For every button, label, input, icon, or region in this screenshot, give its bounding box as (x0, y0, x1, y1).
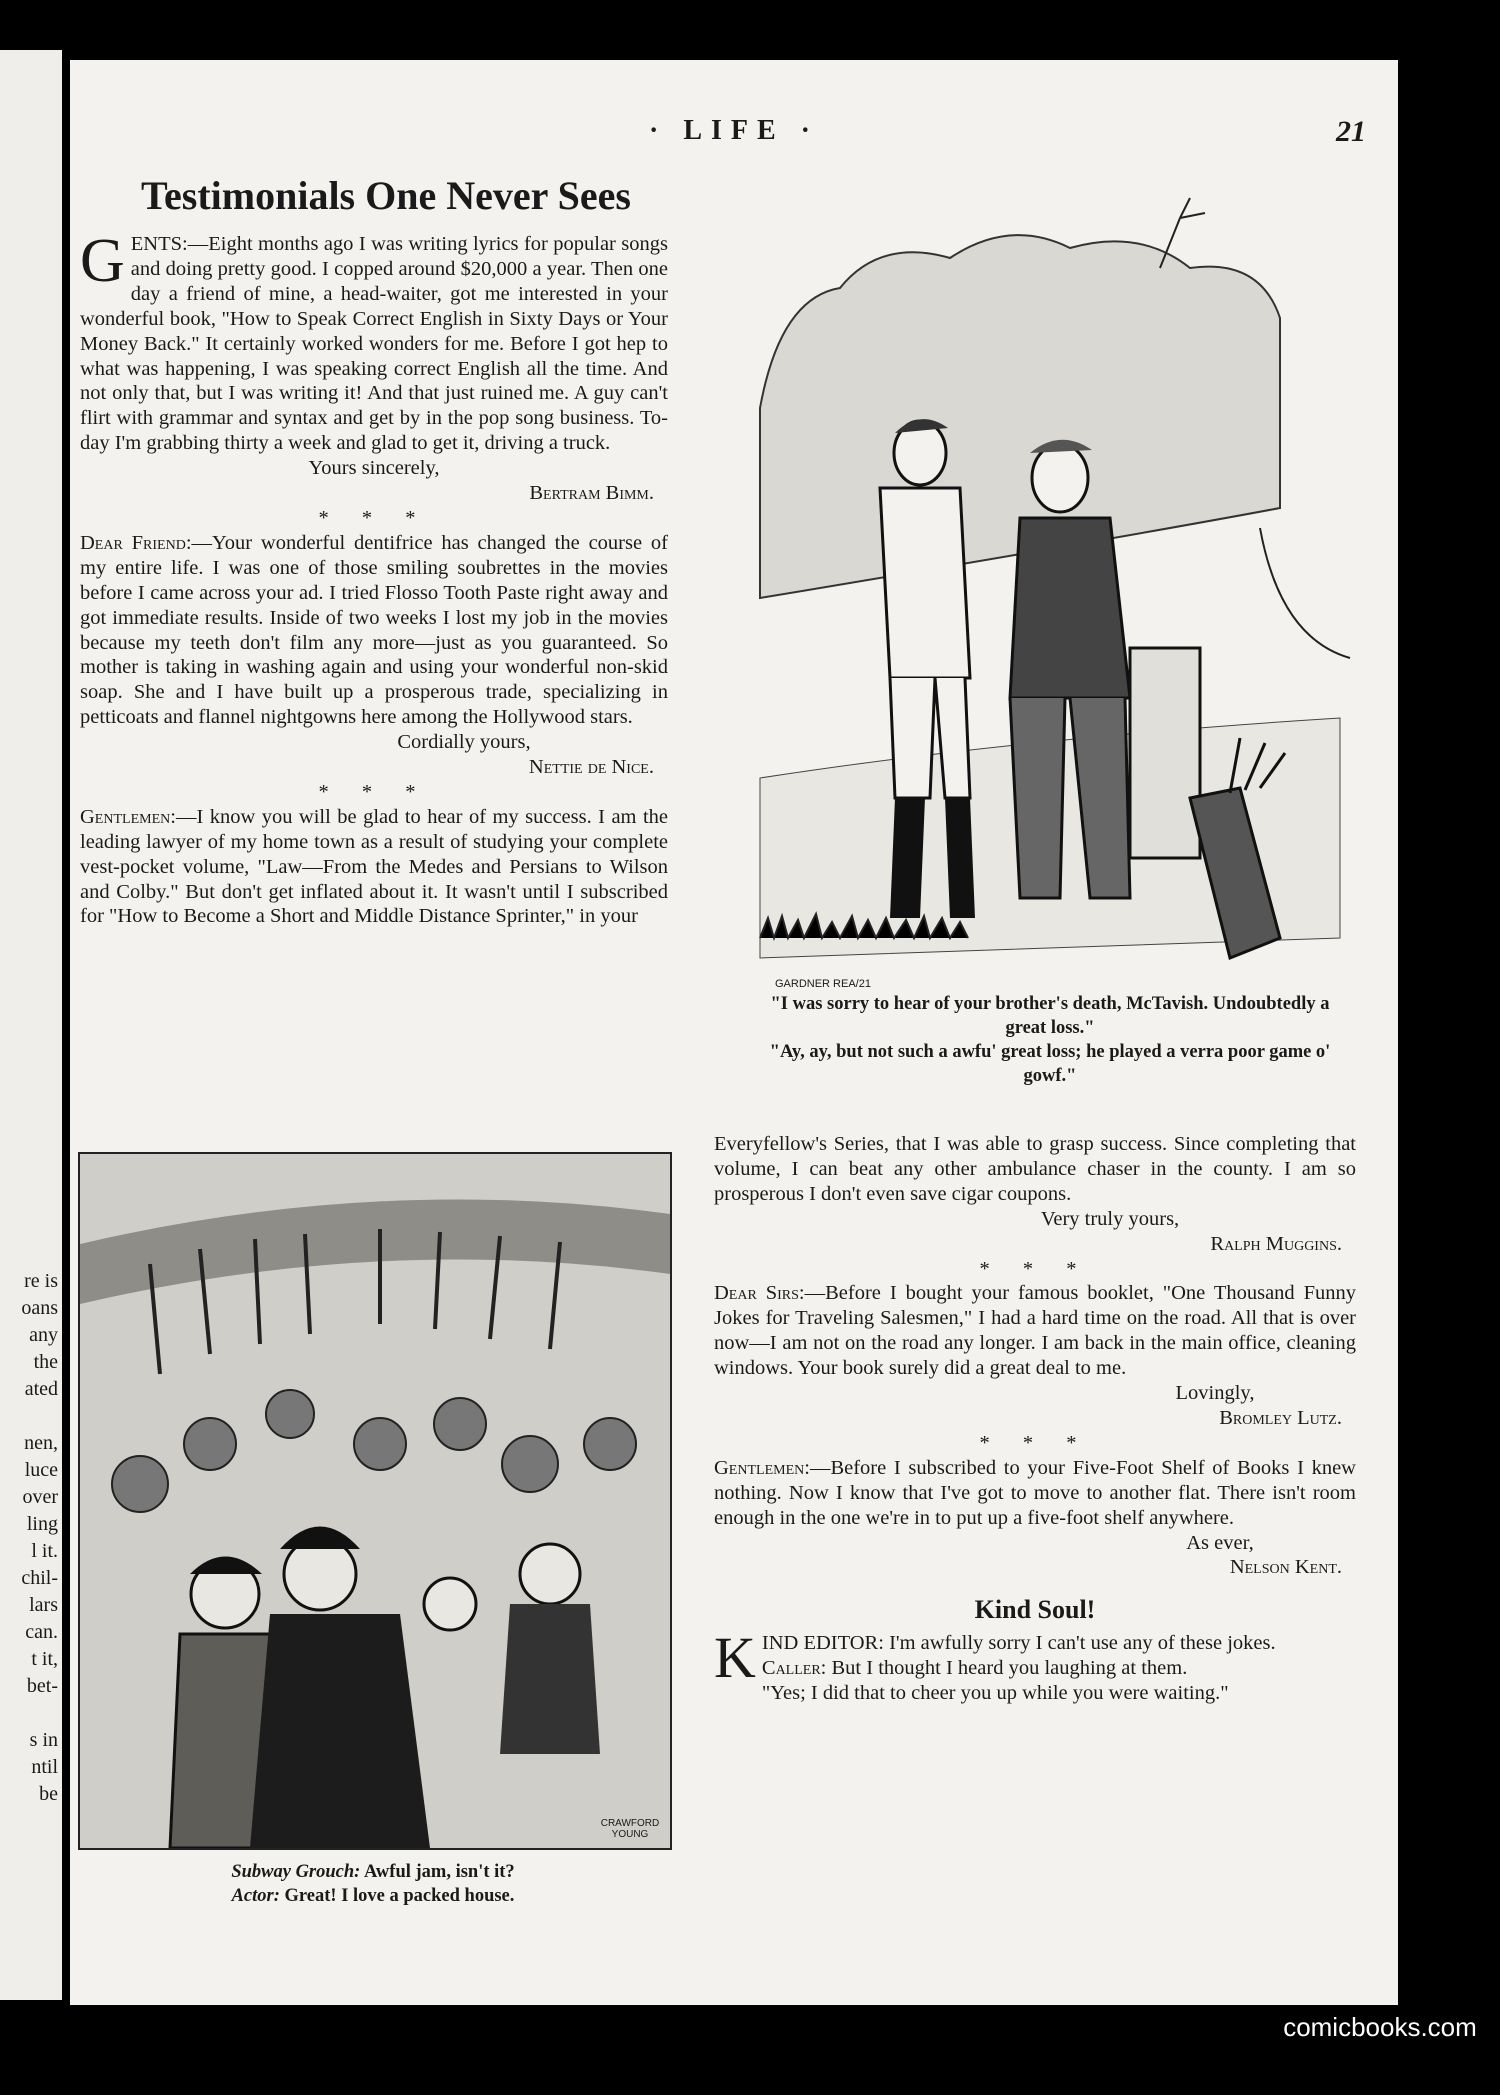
kind-soul-line-2: Caller: But I thought I heard you laughing at them. (761, 1657, 1188, 1680)
letter-4: Dear Sirs:—Before I bought your famous booklet, "One Thousand Funny Jokes for Traveling Salesmen," I had a hard time on the road. All that is over now—I am not on the road any longer. I am back in the main office, cleaning windows. Your book surely did a great deal to me. (714, 1282, 1357, 1380)
speaker: Subway Grouch: (231, 1862, 361, 1882)
subway-cartoon (78, 1152, 672, 1850)
closing: Cordially yours, (397, 731, 531, 754)
drop-cap: G (80, 227, 125, 295)
artist-signature: GARDNER REA/21 (775, 978, 871, 990)
closing: Lovingly, (1175, 1382, 1255, 1405)
left-column (80, 227, 668, 929)
watermark: comicbooks.com (1260, 2007, 1500, 2047)
separator: * * * (979, 1431, 1091, 1454)
subway-cartoon-caption: Subway Grouch: Awful jam, isn't it? Actor: Great! I love a packed house. (231, 1862, 515, 1906)
separator: * * * (318, 780, 430, 803)
signature: Bertram Bimm. (529, 482, 654, 505)
separator: * * * (979, 1257, 1091, 1280)
page-number: 21 (1336, 115, 1366, 148)
adjacent-page-strip (0, 50, 62, 2000)
subway-cartoon-drawing (80, 1154, 670, 1848)
left-strip-text: re is oans any the ated nen, luce over ling l it. chil- lars can. t it, bet- s in ntil be (21, 1270, 58, 1805)
signature: Ralph Muggins. (1210, 1232, 1342, 1255)
kind-soul-line-1: KIND EDITOR: I'm awfully sorry I can't use any of these jokes. (714, 1625, 1276, 1691)
caption-line: "Ay, ay, but not such a awfu' great loss; he played a verra poor game o' gowf." (769, 1042, 1331, 1086)
closing: Very truly yours, (1040, 1207, 1180, 1230)
letter-3-part-2: Everyfellow's Series, that I was able to grasp success. Since completing that volume, I can beat any other ambulance chaser in the county. I am so prosperous I don't even save cigar coupons. (714, 1133, 1356, 1205)
right-column (714, 1132, 1356, 1706)
signature: Bromley Lutz. (1219, 1406, 1342, 1429)
separator: * * * (318, 506, 430, 529)
closing: As ever, (1186, 1531, 1254, 1554)
golf-cartoon (720, 178, 1360, 1040)
running-title: · LIFE · (648, 115, 820, 146)
kind-soul-title: Kind Soul! (974, 1595, 1096, 1625)
speaker: Actor: (231, 1886, 280, 1906)
artist-signature: CRAWFORD YOUNG (600, 1818, 660, 1840)
kind-soul-line-3: "Yes; I did that to cheer you up while you were waiting." (761, 1682, 1229, 1705)
caption-line: "I was sorry to hear of your brother's death, McTavish. Undoubtedly a great loss." (770, 994, 1330, 1038)
golf-cartoon-drawing (720, 178, 1360, 1040)
signature: Nettie de Nice. (528, 756, 654, 779)
golf-cartoon-caption (750, 992, 1350, 1088)
drop-cap: K (714, 1625, 756, 1691)
magazine-page (70, 60, 1398, 2005)
letter-5: Gentlemen:—Before I subscribed to your Five-Foot Shelf of Books I knew nothing. Now I know that I've got to move to another flat. There isn't room enough in the one we're in to put up a five-foot shelf anywhere. (714, 1456, 1356, 1529)
closing: Yours sincerely, (308, 457, 440, 480)
letter-2: Dear Friend:—Your wonderful dentifrice has changed the course of my entire life. I was one of those smiling soubrettes in the movies before I came across your ad. I tried Flosso Tooth Paste right away and got immediate results. Inside of two weeks I lost my job in the movies because my teeth don't film any more—just as you guaranteed. So mother is taking in washing again and using your wonderful non-skid soap. She and I have built up a prosperous trade, specializing in petticoats and flannel nightgowns here among the Hollywood stars. (80, 531, 668, 729)
letter-1: GENTS:—Eight months ago I was writing lyrics for popular songs and doing pretty good. I copped around $20,000 a year. Then one day a friend of mine, a head-waiter, got me interested in your wonderful book, "How to Speak Correct English in Sixty Days or Your Money Back." It certainly worked wonders for me. Before I got hep to what was happening, I was speaking correct English all the time. And not only that, but I was writing it! And that just ruined me. A guy can't flirt with grammar and syntax and get by in the pop song business. To-day I'm grabbing thirty a week and glad to get it, driving a truck. (80, 227, 668, 455)
signature: Nelson Kent. (1229, 1556, 1342, 1579)
letter-3-part-1: Gentlemen:—I know you will be glad to hear of my success. I am the leading lawyer of my home town as a result of studying your complete vest-pocket volume, "Law—From the Medes and Persians to Wilson and Colby." But don't get inflated about it. It wasn't until I subscribed for "How to Become a Short and Middle Distance Sprinter," in your (80, 805, 668, 928)
article-title: Testimonials One Never Sees (141, 173, 631, 218)
